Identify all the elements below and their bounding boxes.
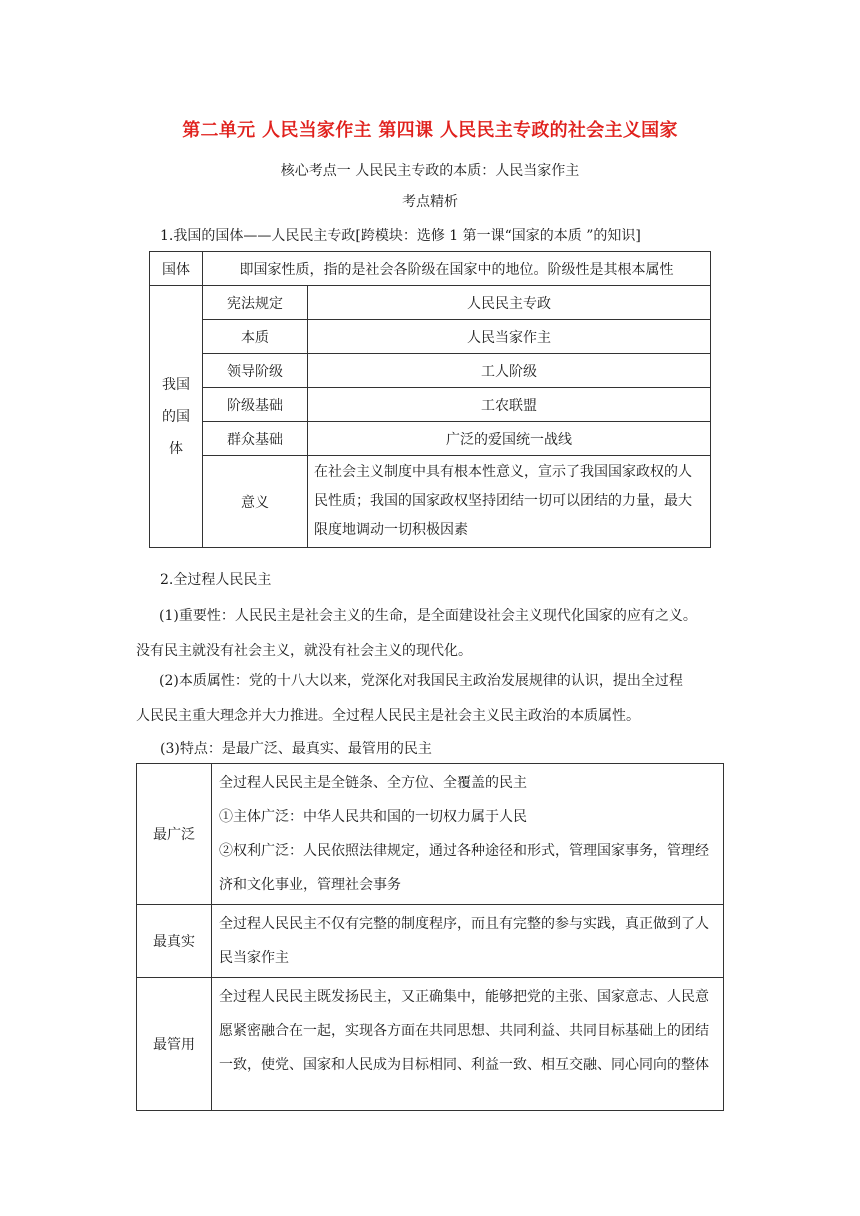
table-row <box>150 456 711 548</box>
group-label-cell <box>150 286 203 548</box>
row-key: 意义 <box>203 456 308 548</box>
table-row <box>137 764 724 905</box>
row-key: 本质 <box>203 320 308 354</box>
paragraph-line: 人民民主重大理念并大力推进。全过程人民民主是社会主义民主政治的本质属性。 <box>136 708 640 724</box>
state-system-table <box>149 251 711 548</box>
paragraph-line: (1)重要性：人民民主是社会主义的生命，是全面建设社会主义现代化国家的应有之义。 <box>159 608 697 624</box>
feature-line: 全过程人民民主是全链条、全方位、全覆盖的民主 <box>219 775 527 791</box>
feature-description <box>212 978 724 1111</box>
row-key: 宪法规定 <box>203 286 308 320</box>
table-cell-label: 国体 <box>150 252 203 286</box>
core-point-heading: 核心考点一 人民民主专政的本质：人民当家作主 <box>280 163 580 179</box>
feature-label: 最真实 <box>137 905 212 978</box>
feature-description <box>212 905 724 978</box>
row-value: 在社会主义制度中具有根本性意义，宣示了我国国家政权的人民性质；我国的国家政权坚持团结一切可以团结的力量，最大限度地调动一切积极因素 <box>308 456 711 548</box>
group-label-line: 我国 <box>162 376 190 393</box>
group-label-line: 体 <box>169 440 183 457</box>
section-heading: 考点精析 <box>402 194 458 210</box>
paragraph-line: (2)本质属性：党的十八大以来，党深化对我国民主政治发展规律的认识，提出全过程 <box>159 673 683 689</box>
paragraph-essence <box>136 664 726 734</box>
row-key: 群众基础 <box>203 422 308 456</box>
table-row <box>150 320 711 354</box>
table-row <box>150 252 711 286</box>
table-row <box>150 422 711 456</box>
page-title: 第二单元 人民当家作主 第四课 人民民主专政的社会主义国家 <box>182 120 678 141</box>
table-row <box>150 354 711 388</box>
paragraph-importance <box>136 599 726 669</box>
feature-label: 最广泛 <box>137 764 212 905</box>
row-value: 工人阶级 <box>308 354 711 388</box>
item-1-heading: 1.我国的国体——人民民主专政[跨模块：选修 1 第一课“国家的本质 ”的知识] <box>160 228 641 244</box>
feature-line: ②权利广泛：人民依照法律规定，通过各种途径和形式，管理国家事务，管理经济和文化事业，管理社会事务 <box>219 843 709 893</box>
democracy-features-table <box>136 763 724 1111</box>
feature-description <box>212 764 724 905</box>
row-value: 广泛的爱国统一战线 <box>308 422 711 456</box>
row-value: 人民民主专政 <box>308 286 711 320</box>
row-value: 人民当家作主 <box>308 320 711 354</box>
table-row <box>150 286 711 320</box>
group-label-line: 的国 <box>162 408 190 425</box>
feature-line: 全过程人民民主不仅有完整的制度程序，而且有完整的参与实践，真正做到了人民当家作主 <box>219 916 709 966</box>
feature-line: 全过程人民民主既发扬民主，又正确集中，能够把党的主张、国家意志、人民意愿紧密融合在一起，实现各方面在共同思想、共同利益、共同目标基础上的团结一致，使党、国家和人民成为目标相同、利益一致、相互交融、同心同向的整体 <box>219 989 709 1073</box>
table-row <box>137 978 724 1111</box>
table-row <box>137 905 724 978</box>
row-value: 工农联盟 <box>308 388 711 422</box>
row-key: 领导阶级 <box>203 354 308 388</box>
item-3-heading: (3)特点：是最广泛、最真实、最管用的民主 <box>160 741 432 757</box>
feature-label: 最管用 <box>137 978 212 1111</box>
table-cell-text: 即国家性质，指的是社会各阶级在国家中的地位。阶级性是其根本属性 <box>203 252 711 286</box>
feature-line: ①主体广泛：中华人民共和国的一切权力属于人民 <box>219 809 527 825</box>
row-key: 阶级基础 <box>203 388 308 422</box>
table-row <box>150 388 711 422</box>
paragraph-line: 没有民主就没有社会主义，就没有社会主义的现代化。 <box>136 643 472 659</box>
item-2-heading: 2.全过程人民民主 <box>160 572 272 588</box>
